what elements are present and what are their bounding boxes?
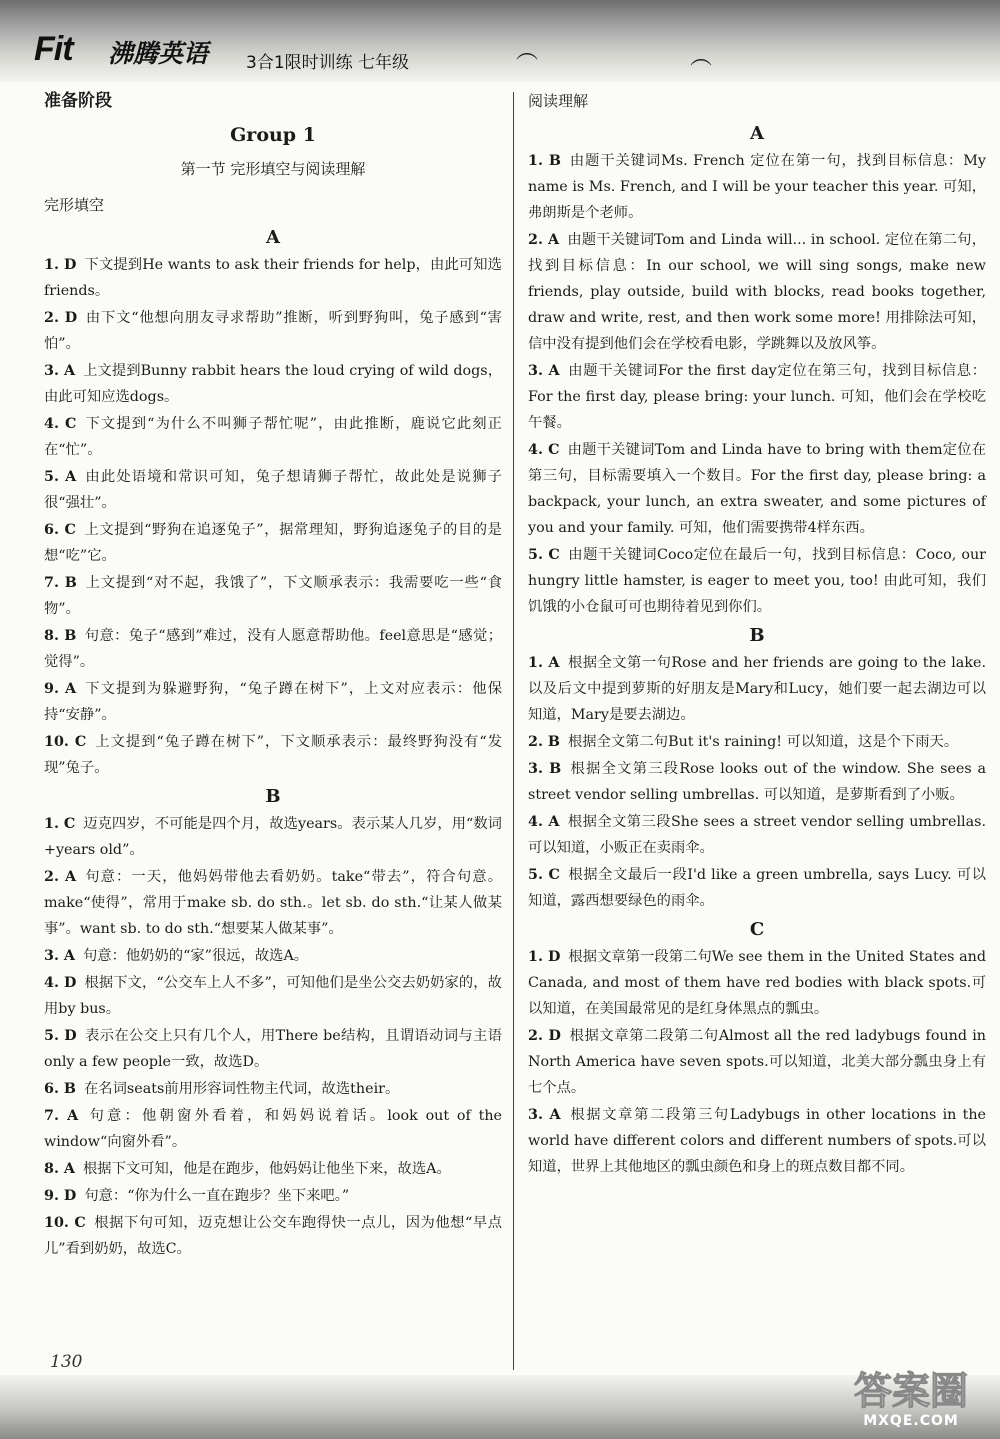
block-letter: C — [749, 919, 765, 940]
answer-item — [528, 944, 986, 1022]
answer-number: 8. B — [44, 628, 77, 644]
answer-number: 6. C — [44, 522, 76, 538]
answer-explanation: 根据全文第三段She sees a street vendor selling umbrellas. 可以知道，小贩正在卖雨伞。 — [528, 814, 986, 856]
answer-item — [44, 1210, 502, 1262]
answer-item — [44, 1183, 502, 1209]
answer-number: 5. A — [44, 469, 77, 485]
answer-number: 6. B — [44, 1081, 76, 1097]
answer-item — [44, 970, 502, 1022]
right-column — [528, 86, 986, 1181]
subsection-title: 阅读理解 — [528, 92, 589, 110]
left-column — [44, 86, 502, 1263]
answer-number: 5. D — [44, 1028, 77, 1044]
bird-icon: ︵ — [690, 45, 713, 70]
answer-item — [44, 811, 502, 863]
answer-item — [528, 227, 986, 357]
answer-number: 4. A — [528, 814, 560, 830]
answer-item — [528, 650, 986, 728]
answer-number: 2. B — [528, 734, 560, 750]
answer-number: 5. C — [528, 547, 560, 563]
answer-number: 7. B — [44, 575, 77, 591]
answer-explanation: 句意：“你为什么一直在跑步？坐下来吧。” — [84, 1188, 350, 1204]
answer-explanation: 句意：兔子“感到”难过，没有人愿意帮助他。feel意思是“感觉；觉得”。 — [44, 628, 502, 670]
page-number: 130 — [50, 1352, 83, 1372]
answer-explanation: 根据下文，“公交车上人不多”，可知他们是坐公交去奶奶家的，故用by bus。 — [44, 975, 502, 1017]
answer-explanation: 由此处语境和常识可知，兔子想请狮子帮忙，故此处是说狮子很“强壮”。 — [44, 469, 503, 511]
part-title: 第一节 完形填空与阅读理解 — [180, 160, 366, 178]
answer-item — [44, 517, 502, 569]
answer-item — [528, 437, 986, 541]
brand-name-cn: 沸腾英语 — [108, 39, 209, 68]
answer-number: 1. B — [528, 153, 561, 169]
answer-number: 3. A — [528, 1107, 561, 1123]
answer-explanation: 由题干关键词Tom and Linda will... in school. 定位在第二句，找到目标信息：In our school, we will sing songs, make new friends, play outside, build with blocks, read books together, draw and write, rest, and then work some more! 用排除法可知，信中没有提到他们会在学校看电影，学跳舞以及放风筝。 — [528, 232, 986, 352]
answer-explanation: 根据文章第一段第二句We see them in the United States and Canada, and most of them have red bodies with black spots.可以知道，在美国最常见的是红身体黑点的瓢虫。 — [528, 949, 986, 1017]
answer-explanation: 根据下句可知，迈克想让公交车跑得快一点儿，因为他想“早点儿”看到奶奶，故选C。 — [44, 1215, 502, 1257]
answer-explanation: 上文提到“对不起，我饿了”，下文顺承表示：我需要吃一些“食物”。 — [44, 575, 502, 617]
answer-item — [528, 542, 986, 620]
answer-blocks — [44, 224, 502, 1262]
answer-number: 10. C — [44, 734, 87, 750]
answer-number: 8. A — [44, 1161, 75, 1177]
answer-number: 3. A — [44, 363, 76, 379]
answer-explanation: 句意：他朝窗外看着，和妈妈说着话。look out of the window“向窗外看”。 — [44, 1108, 502, 1150]
answer-item — [528, 729, 986, 755]
block-letter: B — [265, 786, 281, 807]
answer-explanation: 根据全文第一句Rose and her friends are going to the lake.以及后文中提到萝斯的好朋友是Mary和Lucy，她们要一起去湖边可以知道，Mary是要去湖边。 — [528, 655, 987, 723]
answer-explanation: 上文提到Bunny rabbit hears the loud crying of wild dogs，由此可知应选dogs。 — [44, 363, 502, 405]
answer-item — [44, 358, 502, 410]
answer-explanation: 根据全文第二句But it's raining! 可以知道，这是个下雨天。 — [568, 734, 959, 750]
block-letter: A — [750, 123, 764, 144]
answer-item — [44, 676, 502, 728]
answer-item — [44, 623, 502, 675]
column-divider — [513, 92, 514, 1370]
answer-number: 9. A — [44, 681, 77, 697]
series-title: 3合1限时训练 七年级 — [246, 53, 410, 73]
answer-number: 2. D — [44, 310, 78, 326]
answer-explanation: 下文提到He wants to ask their friends for help，由此可知选friends。 — [44, 257, 502, 299]
answer-number: 2. A — [528, 232, 560, 248]
answer-explanation: 句意：他奶奶的“家”很远，故选A。 — [83, 948, 309, 964]
answer-explanation: 根据文章第二段第二句Almost all the red ladybugs found in North America have seven spots.可以知道，北美大部分瓢虫身上有七个点。 — [528, 1028, 986, 1096]
answer-explanation: 下文提到“为什么不叫狮子帮忙呢”，由此推断，鹿说它此刻正在“忙”。 — [44, 416, 502, 458]
answer-number: 4. C — [44, 416, 77, 432]
answer-item — [44, 1023, 502, 1075]
answer-number: 1. D — [528, 949, 561, 965]
answer-explanation: 表示在公交上只有几个人，用There be结构，且谓语动词与主语only a few people一致，故选D。 — [44, 1028, 502, 1070]
answer-blocks — [528, 120, 986, 1180]
answer-item — [528, 358, 986, 436]
answer-number: 4. C — [528, 442, 560, 458]
block-letter: B — [749, 625, 765, 646]
answer-item — [528, 756, 986, 808]
answer-number: 1. D — [44, 257, 77, 273]
answer-explanation: 根据文章第二段第三句Ladybugs in other locations in the world have different colors and different numbers of spots.可以知道，世界上其他地区的瓢虫颜色和身上的斑点数目都不同。 — [528, 1107, 986, 1175]
answer-explanation: 根据下文可知，他是在跑步，他妈妈让他坐下来，故选A。 — [83, 1161, 451, 1177]
answer-number: 4. D — [44, 975, 77, 991]
page-header-banner — [0, 0, 1000, 82]
answer-item — [44, 1156, 502, 1182]
answer-number: 5. C — [528, 867, 560, 883]
answer-item — [44, 729, 502, 781]
answer-number: 3. A — [44, 948, 75, 964]
subsection-title: 完形填空 — [44, 196, 105, 214]
answer-explanation: 根据全文第三段Rose looks out of the window. She sees a street vendor selling umbrellas. 可以知道，是萝斯看到了小贩。 — [528, 761, 986, 803]
answer-number: 1. A — [528, 655, 560, 671]
block-letter: A — [266, 227, 280, 248]
answer-item — [528, 862, 986, 914]
answer-item — [528, 1023, 986, 1101]
answer-number: 2. D — [528, 1028, 561, 1044]
answer-item — [528, 148, 986, 226]
answer-item — [44, 1103, 502, 1155]
answer-item — [528, 1102, 986, 1180]
answer-item — [44, 252, 502, 304]
answer-explanation: 句意：一天，他妈妈带他去看奶奶。take“带去”，符合句意。make“使得”，常用于make sb. do sth.。let sb. do sth.“让某人做某事”。want sb. to do sth.“想要某人做某事”。 — [44, 869, 502, 937]
answer-number: 3. B — [528, 761, 562, 777]
brand-logo: Fit — [34, 30, 73, 68]
answer-number: 7. A — [44, 1108, 79, 1124]
answer-explanation: 上文提到“兔子蹲在树下”，下文顺承表示：最终野狗没有“发现”兔子。 — [44, 734, 502, 776]
answer-explanation: 由题干关键词Tom and Linda have to bring with them定位在第三句，目标需要填入一个数目。For the first day, please bring: a backpack, your lunch, an extra sweater, and some pictures of you and your family. 可知，他们需要携带4样东西。 — [528, 442, 986, 536]
answer-item — [44, 1076, 502, 1102]
answer-explanation: 迈克四岁，不可能是四个月，故选years。表示某人几岁，用“数词+years old”。 — [44, 816, 502, 858]
answer-explanation: 在名词seats前用形容词性物主代词，故选their。 — [84, 1081, 400, 1097]
answer-number: 3. A — [528, 363, 560, 379]
answer-number: 9. D — [44, 1188, 77, 1204]
answer-number: 10. C — [44, 1215, 86, 1231]
group-title: Group 1 — [230, 124, 316, 146]
answer-explanation: 由题干关键词For the first day定位在第三句，找到目标信息：For the first day, please bring: your lunch. 可知，他们会在学校吃午餐。 — [528, 363, 986, 431]
answer-item — [44, 570, 502, 622]
answer-item — [44, 411, 502, 463]
watermark — [836, 1370, 986, 1430]
answer-explanation: 下文提到为躲避野狗，“兔子蹲在树下”，上文对应表示：他保持“安静”。 — [44, 681, 502, 723]
answer-explanation: 由下文“他想向朋友寻求帮助”推断，听到野狗叫，兔子感到“害怕”。 — [44, 310, 502, 352]
answer-item — [44, 943, 502, 969]
section-title: 准备阶段 — [44, 91, 112, 111]
answer-number: 1. C — [44, 816, 76, 832]
answer-item — [44, 464, 502, 516]
answer-explanation: 上文提到“野狗在追逐兔子”，据常理知，野狗追逐兔子的目的是想“吃”它。 — [44, 522, 502, 564]
answer-explanation: 由题干关键词Ms. French 定位在第一句，找到目标信息：My name is Ms. French, and I will be your teacher this year. 可知，弗朗斯是个老师。 — [528, 153, 986, 221]
watermark-main: 答案圈 — [853, 1369, 968, 1413]
bird-icon: ︵ — [516, 39, 539, 64]
answer-explanation: 由题干关键词Coco定位在最后一句，找到目标信息：Coco, our hungry little hamster, is eager to meet you, too! 由此可知，我们饥饿的小仓鼠可可也期待着见到你们。 — [528, 547, 986, 615]
answer-item — [44, 864, 502, 942]
answer-number: 2. A — [44, 869, 77, 885]
answer-item — [44, 305, 502, 357]
answer-explanation: 根据全文最后一段I'd like a green umbrella, says Lucy. 可以知道，露西想要绿色的雨伞。 — [528, 867, 986, 909]
answer-item — [528, 809, 986, 861]
watermark-url: MXQE.COM — [863, 1413, 959, 1429]
